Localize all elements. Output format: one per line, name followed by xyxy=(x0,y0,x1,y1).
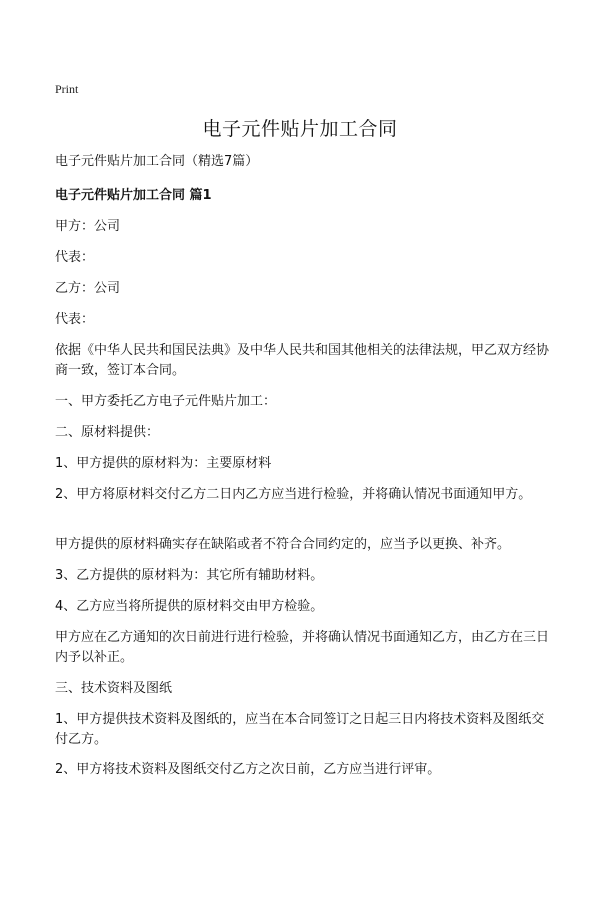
section-heading: 电子元件贴片加工合同 篇1 xyxy=(55,188,212,203)
clause-3: 三、技术资料及图纸 xyxy=(55,681,173,696)
party-a-representative: 代表： xyxy=(55,250,95,265)
clause-2: 二、原材料提供： xyxy=(55,425,160,440)
intro-paragraph: 依据《中华人民共和国民法典》及中华人民共和国其他相关的法律法规，甲乙双方经协商一致，签订本合同。 xyxy=(55,343,550,378)
clause-2-note-2: 甲方应在乙方通知的次日前进行进行检验，并将确认情况书面通知乙方，由乙方在三日内予以补正。 xyxy=(55,630,550,665)
clause-2-item-4: 4、乙方应当将所提供的原材料交由甲方检验。 xyxy=(55,599,324,614)
clause-3-item-2: 2、甲方将技术资料及图纸交付乙方之次日前，乙方应当进行评审。 xyxy=(55,762,441,777)
document-subtitle: 电子元件贴片加工合同（精选7篇） xyxy=(55,154,259,169)
document-body xyxy=(55,0,555,899)
document-title: 电子元件贴片加工合同 xyxy=(202,118,398,140)
party-b-representative: 代表： xyxy=(55,312,95,327)
clause-1: 一、甲方委托乙方电子元件贴片加工： xyxy=(55,394,277,409)
print-label: Print xyxy=(55,82,79,96)
clause-2-item-3: 3、乙方提供的原材料为：其它所有辅助材料。 xyxy=(55,568,324,583)
clause-2-item-1: 1、甲方提供的原材料为：主要原材料 xyxy=(55,456,272,471)
clause-3-item-1: 1、甲方提供技术资料及图纸的，应当在本合同签订之日起三日内将技术资料及图纸交付乙方。 xyxy=(55,712,545,747)
clause-2-item-2: 2、甲方将原材料交付乙方二日内乙方应当进行检验，并将确认情况书面通知甲方。 xyxy=(55,487,532,502)
party-a: 甲方：公司 xyxy=(55,219,121,234)
party-b: 乙方：公司 xyxy=(55,281,121,296)
clause-2-note: 甲方提供的原材料确实存在缺陷或者不符合合同约定的，应当予以更换、补齐。 xyxy=(55,537,511,552)
